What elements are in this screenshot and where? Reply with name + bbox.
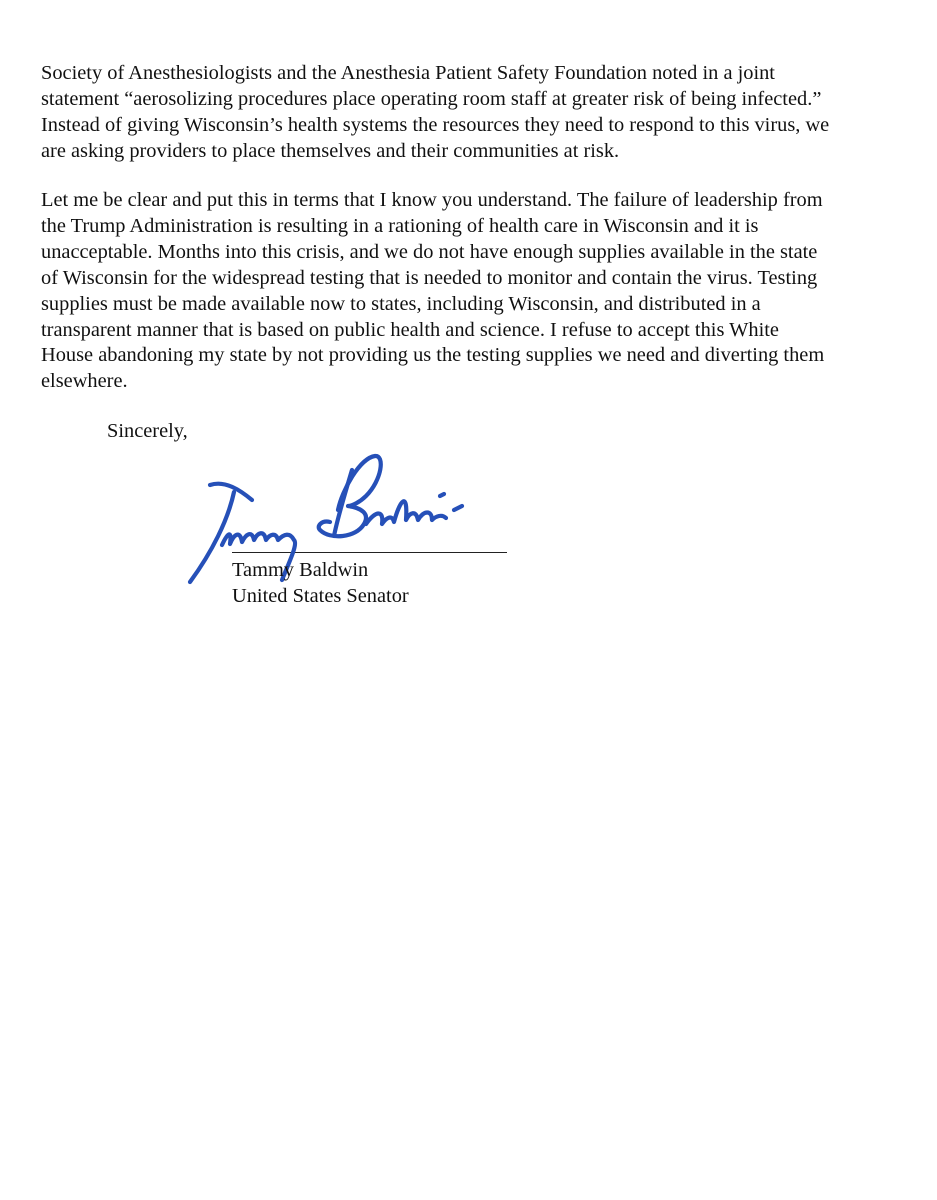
letter-paragraph-2	[41, 188, 907, 395]
paragraph-line: House abandoning my state by not providing us the testing supplies we need and diverting them	[41, 344, 825, 367]
paragraph-line: supplies must be made available now to states, including Wisconsin, and distributed in a	[41, 292, 761, 315]
paragraph-line: elsewhere.	[41, 370, 128, 393]
paragraph-line: of Wisconsin for the widespread testing that is needed to monitor and contain the virus. Testing	[41, 266, 818, 289]
signatory-name: Tammy Baldwin	[232, 559, 369, 581]
paragraph-line: Let me be clear and put this in terms that I know you understand. The failure of leadership from	[41, 189, 823, 211]
paragraph-line: statement “aerosolizing procedures place operating room staff at greater risk of being infected.”	[41, 87, 822, 110]
paragraph-line: are asking providers to place themselves and their communities at risk.	[41, 139, 620, 162]
paragraph-line: transparent manner that is based on public health and science. I refuse to accept this White	[41, 318, 779, 341]
paragraph-line: Society of Anesthesiologists and the Anesthesia Patient Safety Foundation noted in a joint	[41, 62, 775, 84]
closing-salutation: Sincerely,	[107, 420, 188, 442]
letter-paragraph-1	[41, 61, 907, 165]
paragraph-line: unacceptable. Months into this crisis, and we do not have enough supplies available in the state	[41, 240, 818, 263]
paragraph-line: the Trump Administration is resulting in a rationing of health care in Wisconsin and it is	[41, 214, 759, 237]
paragraph-line: Instead of giving Wisconsin’s health systems the resources they need to respond to this virus, we	[41, 113, 830, 136]
signatory-title: United States Senator	[232, 585, 409, 607]
signature-block	[170, 440, 490, 610]
